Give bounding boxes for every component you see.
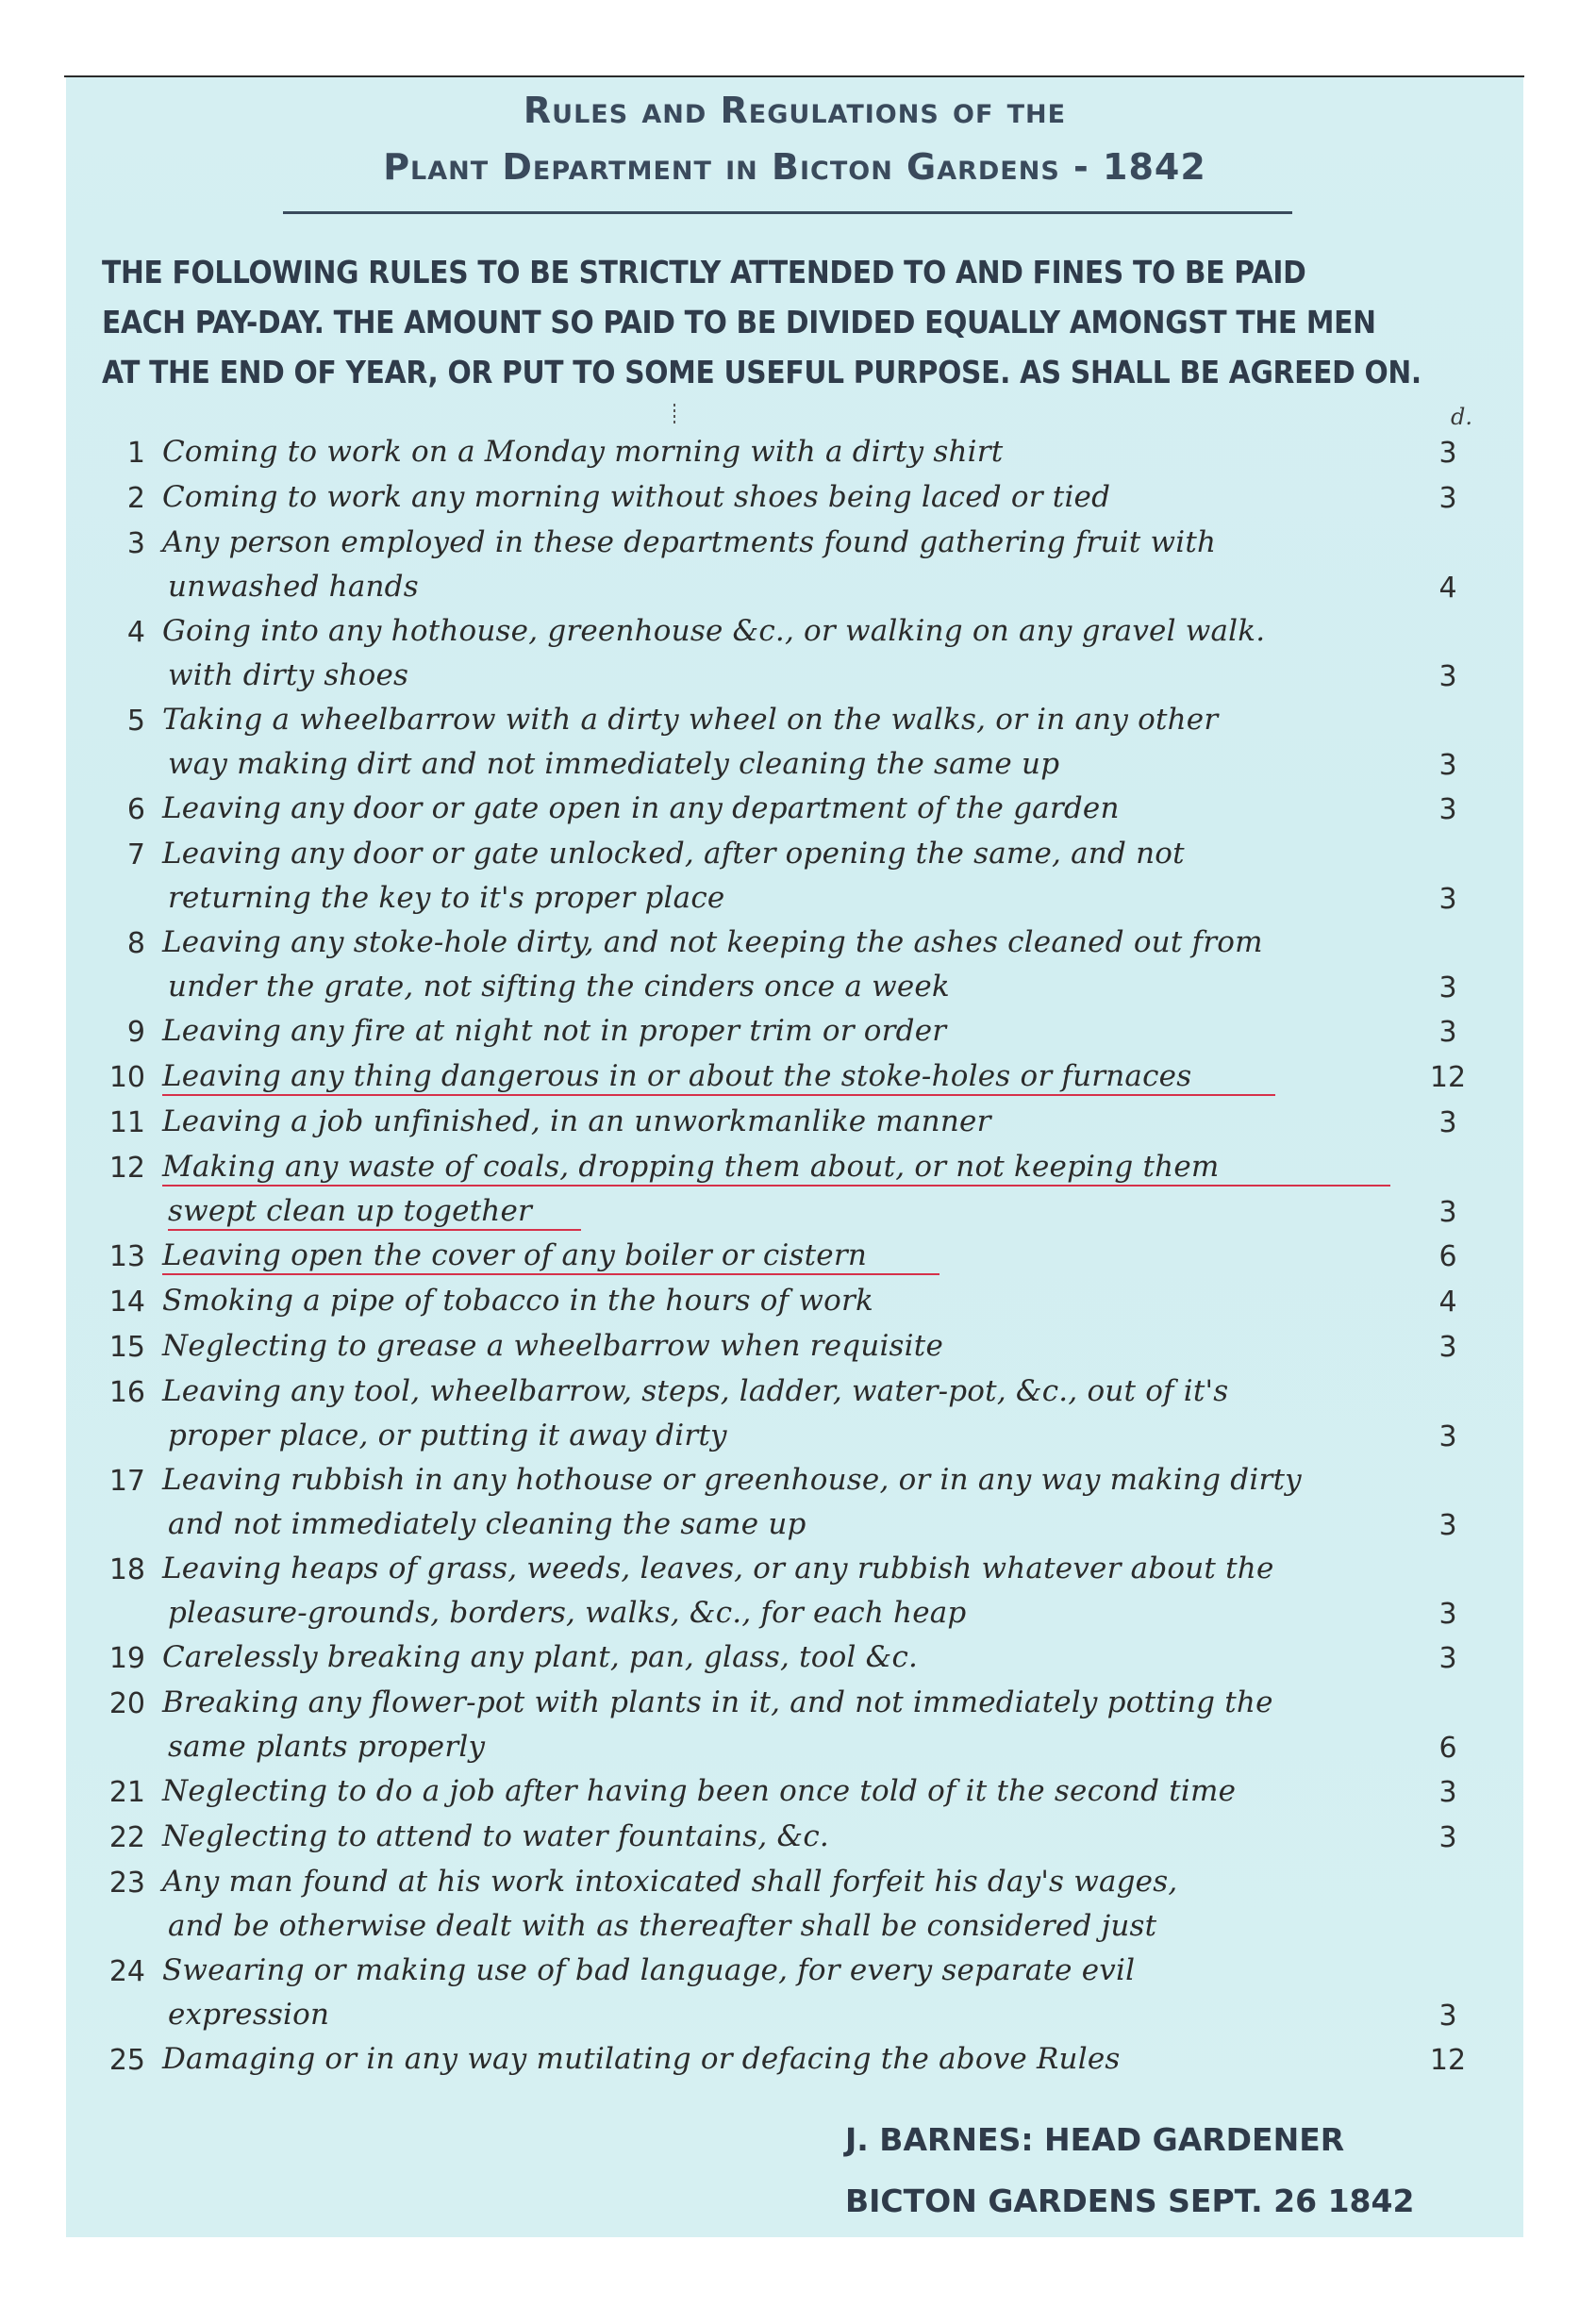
intro-line-1: THE FOLLOWING RULES TO BE STRICTLY ATTENDED TO AND FINES TO BE PAID xyxy=(102,254,1306,290)
rule-fine-amount: 3 xyxy=(1438,437,1457,470)
rule-number: 8 xyxy=(126,927,145,960)
rule-item xyxy=(0,1950,1596,2033)
rule-item xyxy=(0,1326,1596,1370)
rule-fine-amount: 6 xyxy=(1438,1732,1457,1765)
red-underline-mark xyxy=(162,1185,1390,1187)
rule-number: 12 xyxy=(108,1152,145,1185)
rule-number: 20 xyxy=(108,1687,145,1720)
rule-fine-amount: 3 xyxy=(1438,1331,1457,1364)
rule-fine-amount: 3 xyxy=(1438,1776,1457,1809)
rule-text-line: Smoking a pipe of tobacco in the hours of work xyxy=(162,1284,874,1318)
rule-fine-amount: 3 xyxy=(1438,1016,1457,1049)
signature-line-2: BICTON GARDENS SEPT. 26 1842 xyxy=(845,2183,1415,2219)
rule-fine-amount: 12 xyxy=(1429,2044,1467,2077)
rule-item xyxy=(0,788,1596,833)
rule-text-line: Neglecting to attend to water fountains, &c. xyxy=(162,1819,829,1853)
rule-number: 22 xyxy=(108,1821,145,1854)
rule-text-line: way making dirt and not immediately cleaning the same up xyxy=(168,747,1060,781)
rule-item xyxy=(0,1281,1596,1325)
rule-text-line: Damaging or in any way mutilating or defacing the above Rules xyxy=(162,2042,1121,2076)
rule-number: 17 xyxy=(108,1465,145,1498)
rule-number: 24 xyxy=(108,1955,145,1988)
rule-item xyxy=(0,523,1596,605)
rule-item xyxy=(0,611,1596,693)
rule-text-line: Leaving any stoke-hole dirty, and not keeping the ashes cleaned out from xyxy=(162,925,1263,959)
rule-text-line: same plants properly xyxy=(168,1730,486,1764)
rule-fine-amount: 3 xyxy=(1438,2000,1457,2033)
rule-fine-amount: 3 xyxy=(1438,749,1457,782)
rule-fine-amount: 4 xyxy=(1438,572,1457,605)
fine-unit-header: d. xyxy=(1451,404,1472,430)
rule-text-line: Leaving any tool, wheelbarrow, steps, ladder, water-pot, &c., out of it's xyxy=(162,1374,1229,1408)
rule-text-line: Coming to work any morning without shoes being laced or tied xyxy=(162,480,1111,514)
rule-number: 11 xyxy=(108,1106,145,1139)
rule-fine-amount: 3 xyxy=(1438,1509,1457,1542)
rule-fine-amount: 3 xyxy=(1438,660,1457,693)
rule-text-line: returning the key to it's proper place xyxy=(168,881,725,915)
rule-number: 19 xyxy=(108,1642,145,1675)
rule-text-line: Swearing or making use of bad language, for every separate evil xyxy=(162,1953,1136,1987)
rule-number: 4 xyxy=(126,616,145,649)
rule-text-line: proper place, or putting it away dirty xyxy=(168,1419,727,1452)
rule-number: 6 xyxy=(126,793,145,826)
rule-text-line: pleasure-grounds, borders, walks, &c., for each heap xyxy=(168,1596,967,1630)
rule-fine-amount: 3 xyxy=(1438,971,1457,1004)
stray-pencil-mark xyxy=(673,404,675,424)
rule-fine-amount: 3 xyxy=(1438,883,1457,916)
rule-text-line: under the grate, not sifting the cinders once a week xyxy=(168,970,950,1004)
rule-number: 7 xyxy=(126,838,145,871)
rule-item xyxy=(0,432,1596,476)
rule-text-line: Any person employed in these departments found gathering fruit with xyxy=(162,525,1217,559)
rule-number: 15 xyxy=(108,1331,145,1364)
intro-line-3: AT THE END OF YEAR, OR PUT TO SOME USEFUL PURPOSE. AS SHALL BE AGREED ON. xyxy=(102,354,1421,390)
signature-line-1: J. BARNES: HEAD GARDENER xyxy=(845,2121,1345,2158)
red-underline-mark xyxy=(168,1229,581,1231)
rule-number: 5 xyxy=(126,705,145,738)
rule-fine-amount: 3 xyxy=(1438,1598,1457,1631)
rule-item xyxy=(0,922,1596,1004)
rule-item xyxy=(0,1862,1596,1943)
rule-number: 14 xyxy=(108,1286,145,1319)
rule-text-line: Going into any hothouse, greenhouse &c., or walking on any gravel walk. xyxy=(162,614,1266,648)
rule-text-line: Leaving any fire at night not in proper trim or order xyxy=(162,1014,947,1048)
rule-text-line: Leaving any door or gate unlocked, after opening the same, and not xyxy=(162,837,1185,871)
rule-item xyxy=(0,1236,1596,1280)
rule-item xyxy=(0,1549,1596,1631)
rule-number: 18 xyxy=(108,1553,145,1586)
rule-item xyxy=(0,1460,1596,1542)
rule-fine-amount: 3 xyxy=(1438,482,1457,515)
rule-item xyxy=(0,1371,1596,1453)
rule-text-line: Leaving rubbish in any hothouse or greenhouse, or in any way making dirty xyxy=(162,1463,1302,1497)
rule-fine-amount: 3 xyxy=(1438,1106,1457,1139)
rule-item xyxy=(0,1683,1596,1765)
rule-text-line: Leaving any door or gate open in any department of the garden xyxy=(162,791,1120,825)
rule-text-line: Leaving open the cover of any boiler or cistern xyxy=(162,1238,868,1272)
rule-text-line: Coming to work on a Monday morning with a dirty shirt xyxy=(162,435,1004,469)
red-underline-mark xyxy=(162,1273,939,1275)
rule-fine-amount: 3 xyxy=(1438,1196,1457,1229)
title-line-1: Rules and Regulations of the xyxy=(523,90,1067,131)
rule-number: 13 xyxy=(108,1240,145,1273)
intro-line-2: EACH PAY-DAY. THE AMOUNT SO PAID TO BE DIVIDED EQUALLY AMONGST THE MEN xyxy=(102,304,1376,340)
rule-fine-amount: 3 xyxy=(1438,1642,1457,1675)
rule-item xyxy=(0,1011,1596,1055)
rule-text-line: Neglecting to do a job after having been once told of it the second time xyxy=(162,1774,1237,1808)
rule-text-line: unwashed hands xyxy=(168,570,419,604)
rule-number: 25 xyxy=(108,2044,145,2077)
rule-item xyxy=(0,1102,1596,1146)
rule-text-line: and be otherwise dealt with as thereafter shall be considered just xyxy=(168,1909,1157,1943)
rule-text-line: Leaving any thing dangerous in or about the stoke-holes or furnaces xyxy=(162,1059,1192,1093)
rule-text-line: Leaving heaps of grass, weeds, leaves, or any rubbish whatever about the xyxy=(162,1552,1274,1585)
rule-fine-amount: 3 xyxy=(1438,1420,1457,1453)
rule-number: 1 xyxy=(126,437,145,470)
title-line-2: Plant Department in Bicton Gardens - 1842 xyxy=(383,146,1206,188)
rule-text-line: with dirty shoes xyxy=(168,658,409,692)
rule-number: 2 xyxy=(126,482,145,515)
rule-fine-amount: 4 xyxy=(1438,1286,1457,1319)
rule-number: 10 xyxy=(108,1061,145,1094)
rule-number: 3 xyxy=(126,527,145,560)
rule-item xyxy=(0,1637,1596,1682)
rule-fine-amount: 3 xyxy=(1438,793,1457,826)
rule-number: 16 xyxy=(108,1376,145,1409)
rule-text-line: Any man found at his work intoxicated shall forfeit his day's wages, xyxy=(162,1865,1178,1899)
rule-item xyxy=(0,2039,1596,2083)
rule-fine-amount: 12 xyxy=(1429,1061,1467,1094)
rule-fine-amount: 3 xyxy=(1438,1821,1457,1854)
rule-text-line: Breaking any flower-pot with plants in it, and not immediately potting the xyxy=(162,1685,1273,1719)
rule-text-line: expression xyxy=(168,1998,330,2032)
rule-item xyxy=(0,1817,1596,1861)
rule-number: 21 xyxy=(108,1776,145,1809)
title-underline xyxy=(283,211,1292,214)
rule-number: 9 xyxy=(126,1016,145,1049)
red-underline-mark xyxy=(162,1094,1275,1096)
rule-text-line: Taking a wheelbarrow with a dirty wheel on the walks, or in any other xyxy=(162,703,1219,737)
rule-item xyxy=(0,477,1596,522)
rule-text-line: Neglecting to grease a wheelbarrow when requisite xyxy=(162,1329,943,1363)
rule-item xyxy=(0,834,1596,916)
rule-text-line: swept clean up together xyxy=(168,1194,533,1228)
rule-item xyxy=(0,1147,1596,1229)
rule-text-line: Leaving a job unfinished, in an unworkmanlike manner xyxy=(162,1104,991,1138)
rule-text-line: Carelessly breaking any plant, pan, glass, tool &c. xyxy=(162,1640,919,1674)
rule-number: 23 xyxy=(108,1867,145,1900)
rule-fine-amount: 6 xyxy=(1438,1240,1457,1273)
rule-item xyxy=(0,700,1596,782)
rule-text-line: and not immediately cleaning the same up xyxy=(168,1507,806,1541)
rule-item xyxy=(0,1056,1596,1101)
rule-item xyxy=(0,1771,1596,1816)
rule-text-line: Making any waste of coals, dropping them about, or not keeping them xyxy=(162,1150,1220,1184)
